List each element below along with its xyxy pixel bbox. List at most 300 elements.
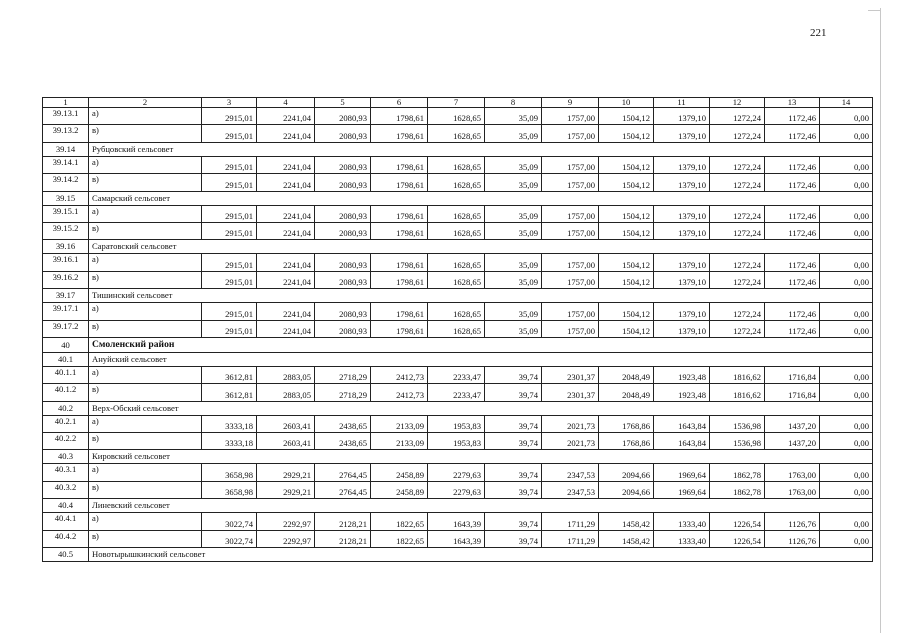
section-name: Рубцовский сельсовет [89, 142, 873, 156]
row-label: а) [89, 205, 202, 222]
value-cell: 1643,39 [428, 513, 485, 530]
row-code: 39.13.1 [43, 108, 89, 125]
value-cell: 1757,00 [542, 125, 599, 142]
value-cell: 2915,01 [202, 108, 257, 125]
table-row [43, 125, 873, 142]
value-cell: 3612,81 [202, 366, 257, 383]
row-code: 40.3.1 [43, 464, 89, 481]
value-cell: 0,00 [820, 366, 873, 383]
table-row [43, 205, 873, 222]
table-row [43, 366, 873, 383]
value-cell: 35,09 [485, 303, 542, 320]
row-code: 40.4 [43, 499, 89, 513]
value-cell: 2080,93 [315, 205, 371, 222]
value-cell: 2915,01 [202, 320, 257, 337]
value-cell: 1504,12 [599, 222, 654, 239]
value-cell: 2292,97 [257, 530, 315, 547]
value-cell: 2233,47 [428, 366, 485, 383]
header-cell: 1 [43, 98, 89, 108]
row-label: а) [89, 303, 202, 320]
value-cell: 1504,12 [599, 271, 654, 288]
value-cell: 2241,04 [257, 320, 315, 337]
value-cell: 1798,61 [371, 320, 428, 337]
value-cell: 1172,46 [765, 222, 820, 239]
header-cell: 13 [765, 98, 820, 108]
value-cell: 0,00 [820, 530, 873, 547]
header-cell: 12 [710, 98, 765, 108]
row-label: в) [89, 433, 202, 450]
value-cell: 1798,61 [371, 108, 428, 125]
value-cell: 35,09 [485, 222, 542, 239]
value-cell: 2929,21 [257, 481, 315, 498]
table-row [43, 513, 873, 530]
table-row [43, 303, 873, 320]
value-cell: 2603,41 [257, 433, 315, 450]
value-cell: 0,00 [820, 415, 873, 432]
row-label: а) [89, 415, 202, 432]
value-cell: 0,00 [820, 108, 873, 125]
value-cell: 2128,21 [315, 513, 371, 530]
value-cell: 1458,42 [599, 513, 654, 530]
value-cell: 1953,83 [428, 415, 485, 432]
value-cell: 2080,93 [315, 174, 371, 191]
value-cell: 1379,10 [654, 174, 710, 191]
row-code: 40.2.1 [43, 415, 89, 432]
value-cell: 1757,00 [542, 174, 599, 191]
section-row [43, 548, 873, 562]
value-cell: 2929,21 [257, 464, 315, 481]
page-number: 221 [810, 27, 827, 39]
value-cell: 2241,04 [257, 254, 315, 271]
value-cell: 1628,65 [428, 108, 485, 125]
value-cell: 1172,46 [765, 156, 820, 173]
row-label: а) [89, 513, 202, 530]
value-cell: 3333,18 [202, 415, 257, 432]
section-name: Кировский сельсовет [89, 450, 873, 464]
value-cell: 1172,46 [765, 108, 820, 125]
row-code: 40.1 [43, 352, 89, 366]
value-cell: 1628,65 [428, 205, 485, 222]
value-cell: 1763,00 [765, 481, 820, 498]
row-label: а) [89, 254, 202, 271]
row-label: в) [89, 222, 202, 239]
row-code: 40 [43, 337, 89, 352]
value-cell: 3612,81 [202, 384, 257, 401]
value-cell: 1126,76 [765, 513, 820, 530]
value-cell: 1798,61 [371, 156, 428, 173]
value-cell: 1172,46 [765, 205, 820, 222]
value-cell: 3658,98 [202, 481, 257, 498]
value-cell: 0,00 [820, 254, 873, 271]
section-row [43, 240, 873, 254]
row-label: в) [89, 530, 202, 547]
row-code: 39.17.1 [43, 303, 89, 320]
value-cell: 2094,66 [599, 481, 654, 498]
value-cell: 1768,86 [599, 433, 654, 450]
row-code: 40.5 [43, 548, 89, 562]
value-cell: 2080,93 [315, 303, 371, 320]
table-row [43, 530, 873, 547]
header-cell: 7 [428, 98, 485, 108]
value-cell: 2048,49 [599, 366, 654, 383]
row-code: 40.1.1 [43, 366, 89, 383]
section-name: Линевский сельсовет [89, 499, 873, 513]
row-code: 39.16 [43, 240, 89, 254]
value-cell: 1757,00 [542, 156, 599, 173]
value-cell: 1172,46 [765, 174, 820, 191]
table-row [43, 254, 873, 271]
value-cell: 35,09 [485, 108, 542, 125]
section-row [43, 401, 873, 415]
table-row [43, 174, 873, 191]
value-cell: 1628,65 [428, 156, 485, 173]
value-cell: 2458,89 [371, 464, 428, 481]
row-code: 39.14 [43, 142, 89, 156]
value-cell: 3333,18 [202, 433, 257, 450]
row-code: 40.3 [43, 450, 89, 464]
value-cell: 1379,10 [654, 254, 710, 271]
row-code: 40.4.2 [43, 530, 89, 547]
value-cell: 1822,65 [371, 530, 428, 547]
value-cell: 3658,98 [202, 464, 257, 481]
value-cell: 2438,65 [315, 433, 371, 450]
value-cell: 2233,47 [428, 384, 485, 401]
row-label: а) [89, 366, 202, 383]
header-cell: 14 [820, 98, 873, 108]
value-cell: 2347,53 [542, 481, 599, 498]
value-cell: 1969,64 [654, 481, 710, 498]
value-cell: 1628,65 [428, 254, 485, 271]
value-cell: 2718,29 [315, 384, 371, 401]
value-cell: 1862,78 [710, 481, 765, 498]
value-cell: 1458,42 [599, 530, 654, 547]
value-cell: 1628,65 [428, 303, 485, 320]
row-label: в) [89, 174, 202, 191]
row-code: 40.2 [43, 401, 89, 415]
section-row [43, 289, 873, 303]
value-cell: 1504,12 [599, 174, 654, 191]
value-cell: 2241,04 [257, 156, 315, 173]
value-cell: 2603,41 [257, 415, 315, 432]
value-cell: 0,00 [820, 433, 873, 450]
value-cell: 1757,00 [542, 222, 599, 239]
value-cell: 2883,05 [257, 384, 315, 401]
value-cell: 1716,84 [765, 366, 820, 383]
row-code: 40.1.2 [43, 384, 89, 401]
value-cell: 1504,12 [599, 254, 654, 271]
section-name: Самарский сельсовет [89, 191, 873, 205]
district-name: Смоленский район [89, 337, 873, 352]
value-cell: 2080,93 [315, 156, 371, 173]
value-cell: 1272,24 [710, 254, 765, 271]
value-cell: 1757,00 [542, 108, 599, 125]
value-cell: 1953,83 [428, 433, 485, 450]
row-code: 40.4.1 [43, 513, 89, 530]
value-cell: 1172,46 [765, 254, 820, 271]
value-cell: 1272,24 [710, 174, 765, 191]
table-row [43, 108, 873, 125]
value-cell: 2241,04 [257, 303, 315, 320]
value-cell: 2080,93 [315, 254, 371, 271]
value-cell: 2883,05 [257, 366, 315, 383]
value-cell: 1172,46 [765, 320, 820, 337]
value-cell: 2915,01 [202, 156, 257, 173]
row-label: в) [89, 320, 202, 337]
value-cell: 1379,10 [654, 271, 710, 288]
value-cell: 2301,37 [542, 366, 599, 383]
value-cell: 1272,24 [710, 156, 765, 173]
value-cell: 1379,10 [654, 320, 710, 337]
value-cell: 35,09 [485, 125, 542, 142]
value-cell: 1272,24 [710, 125, 765, 142]
value-cell: 1379,10 [654, 205, 710, 222]
value-cell: 1757,00 [542, 320, 599, 337]
value-cell: 1643,84 [654, 433, 710, 450]
value-cell: 0,00 [820, 156, 873, 173]
section-row [43, 191, 873, 205]
value-cell: 2048,49 [599, 384, 654, 401]
row-code: 39.17.2 [43, 320, 89, 337]
value-cell: 35,09 [485, 156, 542, 173]
value-cell: 1504,12 [599, 303, 654, 320]
value-cell: 1711,29 [542, 513, 599, 530]
value-cell: 1822,65 [371, 513, 428, 530]
value-cell: 2021,73 [542, 415, 599, 432]
header-cell: 6 [371, 98, 428, 108]
value-cell: 1643,39 [428, 530, 485, 547]
value-cell: 1536,98 [710, 415, 765, 432]
table-row [43, 464, 873, 481]
value-cell: 1628,65 [428, 222, 485, 239]
value-cell: 2915,01 [202, 303, 257, 320]
value-cell: 0,00 [820, 125, 873, 142]
value-cell: 35,09 [485, 205, 542, 222]
value-cell: 1757,00 [542, 254, 599, 271]
value-cell: 2458,89 [371, 481, 428, 498]
value-cell: 1643,84 [654, 415, 710, 432]
section-row [43, 142, 873, 156]
header-cell: 3 [202, 98, 257, 108]
value-cell: 1798,61 [371, 303, 428, 320]
row-code: 39.14.1 [43, 156, 89, 173]
value-cell: 1768,86 [599, 415, 654, 432]
value-cell: 2080,93 [315, 125, 371, 142]
value-cell: 1272,24 [710, 222, 765, 239]
value-cell: 1628,65 [428, 174, 485, 191]
value-cell: 2133,09 [371, 433, 428, 450]
table-row [43, 320, 873, 337]
value-cell: 2241,04 [257, 222, 315, 239]
value-cell: 39,74 [485, 464, 542, 481]
page-edge-line [880, 8, 881, 633]
value-cell: 39,74 [485, 366, 542, 383]
header-row [43, 98, 873, 108]
value-cell: 2128,21 [315, 530, 371, 547]
row-code: 39.13.2 [43, 125, 89, 142]
value-cell: 1226,54 [710, 513, 765, 530]
header-cell: 5 [315, 98, 371, 108]
value-cell: 2021,73 [542, 433, 599, 450]
value-cell: 0,00 [820, 174, 873, 191]
value-cell: 2094,66 [599, 464, 654, 481]
value-cell: 1798,61 [371, 205, 428, 222]
table-row [43, 481, 873, 498]
row-label: а) [89, 108, 202, 125]
value-cell: 1504,12 [599, 125, 654, 142]
value-cell: 1379,10 [654, 108, 710, 125]
value-cell: 2241,04 [257, 125, 315, 142]
value-cell: 1172,46 [765, 303, 820, 320]
value-cell: 2438,65 [315, 415, 371, 432]
value-cell: 1437,20 [765, 415, 820, 432]
value-cell: 1536,98 [710, 433, 765, 450]
value-cell: 39,74 [485, 415, 542, 432]
value-cell: 1333,40 [654, 513, 710, 530]
row-code: 40.2.2 [43, 433, 89, 450]
value-cell: 1172,46 [765, 125, 820, 142]
value-cell: 1437,20 [765, 433, 820, 450]
value-cell: 1763,00 [765, 464, 820, 481]
value-cell: 2241,04 [257, 271, 315, 288]
row-code: 39.17 [43, 289, 89, 303]
row-label: в) [89, 384, 202, 401]
table-row [43, 415, 873, 432]
row-label: в) [89, 271, 202, 288]
value-cell: 1126,76 [765, 530, 820, 547]
value-cell: 1504,12 [599, 156, 654, 173]
row-code: 40.3.2 [43, 481, 89, 498]
value-cell: 2301,37 [542, 384, 599, 401]
value-cell: 1798,61 [371, 271, 428, 288]
section-name: Новотырышкинский сельсовет [89, 548, 873, 562]
value-cell: 39,74 [485, 481, 542, 498]
value-cell: 35,09 [485, 254, 542, 271]
value-cell: 39,74 [485, 513, 542, 530]
section-row [43, 352, 873, 366]
value-cell: 0,00 [820, 481, 873, 498]
value-cell: 1628,65 [428, 125, 485, 142]
value-cell: 1862,78 [710, 464, 765, 481]
table-header [43, 98, 873, 108]
header-cell: 8 [485, 98, 542, 108]
value-cell: 2279,63 [428, 481, 485, 498]
value-cell: 0,00 [820, 222, 873, 239]
header-cell: 4 [257, 98, 315, 108]
section-name: Саратовский сельсовет [89, 240, 873, 254]
value-cell: 1757,00 [542, 271, 599, 288]
value-cell: 0,00 [820, 464, 873, 481]
tariff-table [42, 97, 873, 562]
value-cell: 1172,46 [765, 271, 820, 288]
value-cell: 0,00 [820, 205, 873, 222]
value-cell: 2292,97 [257, 513, 315, 530]
value-cell: 2241,04 [257, 205, 315, 222]
value-cell: 1798,61 [371, 254, 428, 271]
value-cell: 1272,24 [710, 108, 765, 125]
value-cell: 35,09 [485, 320, 542, 337]
value-cell: 35,09 [485, 174, 542, 191]
row-code: 39.16.1 [43, 254, 89, 271]
row-label: а) [89, 156, 202, 173]
value-cell: 1923,48 [654, 384, 710, 401]
value-cell: 2133,09 [371, 415, 428, 432]
row-code: 39.15 [43, 191, 89, 205]
value-cell: 2915,01 [202, 271, 257, 288]
table-row [43, 271, 873, 288]
row-label: в) [89, 125, 202, 142]
value-cell: 1716,84 [765, 384, 820, 401]
value-cell: 2915,01 [202, 174, 257, 191]
value-cell: 1504,12 [599, 320, 654, 337]
value-cell: 1272,24 [710, 320, 765, 337]
value-cell: 1969,64 [654, 464, 710, 481]
value-cell: 1757,00 [542, 303, 599, 320]
value-cell: 2764,45 [315, 464, 371, 481]
value-cell: 2279,63 [428, 464, 485, 481]
row-label: в) [89, 481, 202, 498]
value-cell: 1504,12 [599, 205, 654, 222]
section-name: Тишинский сельсовет [89, 289, 873, 303]
value-cell: 1757,00 [542, 205, 599, 222]
value-cell: 1798,61 [371, 174, 428, 191]
value-cell: 1333,40 [654, 530, 710, 547]
value-cell: 1798,61 [371, 222, 428, 239]
header-cell: 10 [599, 98, 654, 108]
table-row [43, 433, 873, 450]
value-cell: 1226,54 [710, 530, 765, 547]
value-cell: 2915,01 [202, 222, 257, 239]
value-cell: 1379,10 [654, 125, 710, 142]
value-cell: 2080,93 [315, 320, 371, 337]
section-name: Верх-Обский сельсовет [89, 401, 873, 415]
value-cell: 1272,24 [710, 271, 765, 288]
value-cell: 2241,04 [257, 174, 315, 191]
section-row [43, 499, 873, 513]
value-cell: 39,74 [485, 433, 542, 450]
value-cell: 2412,73 [371, 366, 428, 383]
value-cell: 39,74 [485, 530, 542, 547]
header-cell: 9 [542, 98, 599, 108]
value-cell: 2915,01 [202, 254, 257, 271]
value-cell: 1816,62 [710, 366, 765, 383]
value-cell: 2241,04 [257, 108, 315, 125]
section-name: Ануйский сельсовет [89, 352, 873, 366]
row-code: 39.15.1 [43, 205, 89, 222]
table-body [43, 108, 873, 562]
value-cell: 2915,01 [202, 125, 257, 142]
value-cell: 3022,74 [202, 530, 257, 547]
row-code: 39.15.2 [43, 222, 89, 239]
value-cell: 1816,62 [710, 384, 765, 401]
value-cell: 2915,01 [202, 205, 257, 222]
value-cell: 1628,65 [428, 320, 485, 337]
section-row [43, 450, 873, 464]
row-code: 39.14.2 [43, 174, 89, 191]
value-cell: 2080,93 [315, 222, 371, 239]
header-cell: 11 [654, 98, 710, 108]
value-cell: 3022,74 [202, 513, 257, 530]
page-edge-corner [868, 10, 880, 11]
value-cell: 0,00 [820, 303, 873, 320]
value-cell: 1272,24 [710, 205, 765, 222]
value-cell: 1504,12 [599, 108, 654, 125]
value-cell: 35,09 [485, 271, 542, 288]
value-cell: 1923,48 [654, 366, 710, 383]
table-row [43, 384, 873, 401]
value-cell: 2764,45 [315, 481, 371, 498]
value-cell: 1379,10 [654, 303, 710, 320]
table-row [43, 222, 873, 239]
